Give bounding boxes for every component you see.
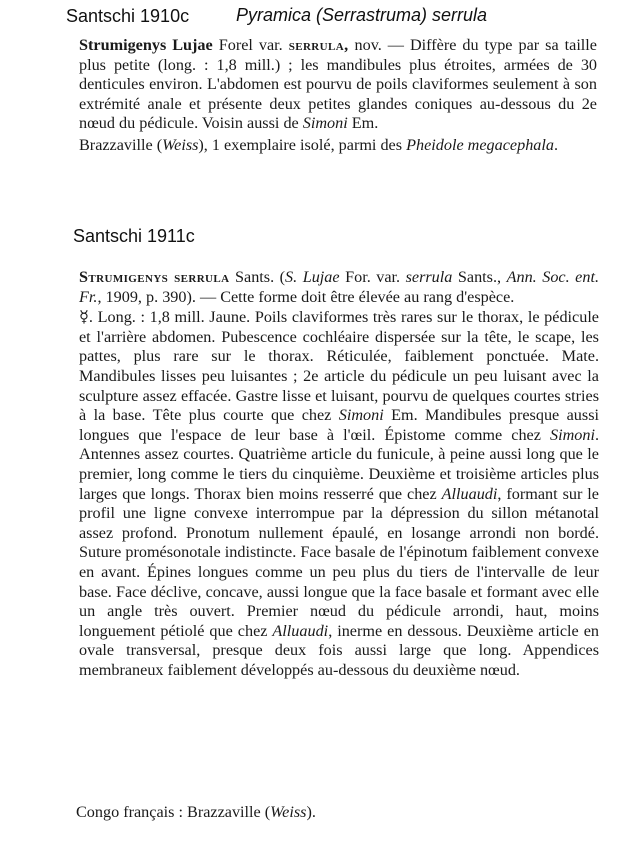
para-4 [79,308,599,680]
text-segment: , formant sur le profil une ligne convexe interrompue par la dépression du sillon métanotal assez profond. Pronotum nullement épaulé, en losange arrondi non bordé. Suture promésonotale indistincte. Face basale de l'épinotum faiblement convexe en avant. Épines longues comme un peu plus du tiers de l'intervalle de leur base. Face déclive, concave, aussi longue que la face basale et formant avec elle un angle très ouvert. Premier nœud du pédicule arrondi, haut, moins longuement pétiolé que chez [79,484,599,640]
para-5: Congo français : Brazzaville (Weiss). [76,803,316,821]
text-segment: ☿. Long. : 1,8 mill. Jaune. Poils claviformes très rares sur le thorax, le pédicule et l'arrière abdomen. Pubescence cochléaire dispersée sur la tête, le scape, les pattes, plus rare sur le thorax. Réticulée, faiblement ponctuée. Mate. Mandibules lisses peu luisantes ; 2e article du pédicule un peu luisant avec la sculpture assez effacée. Gastre lisse et luisant, pourvu de quelques courtes stries à la base. Tête plus courte que chez [79,308,599,425]
text-segment: Em. Mandibules presque aussi longues que l'espace de leur base à l'œil. Épistome comme chez [79,406,599,444]
text-segment: . Antennes assez courtes. Quatrième article du funicule, à peine aussi long que le premier, long comme le tiers du cinquième. Deuxième et troisième articles plus larges que longs. Thorax bien moins resserré que chez [79,425,599,503]
citation-1911c: Santschi 1911c [73,226,195,246]
text-segment: , inerme en dessous. Deuxième article en ovale transversal, presque deux fois aussi large que long. Appendices membraneux faiblement développés au-dessous du deuxième nœud. [79,621,599,679]
para-1: Strumigenys Lujae Forel var. serrula, nov. — Diffère du type par sa taille plus petite (long. : 1,8 mill.) ; les mandibules plus étroites, armées de 30 denticules environ. L'abdomen est pourvu de poils claviformes seulement à son extrémité anale et présente deux petites glandes coniques au-dessous du 2e nœud du pédicule. Voisin aussi de Simoni Em. [79,36,598,133]
taxon-title: Pyramica (Serrastruma) serrula [236,5,488,25]
para-3: Strumigenys serrula Sants. (S. Lujae For. var. serrula Sants., Ann. Soc. ent. Fr., 1909, p. 390). — Cette forme doit être élevée au rang d'espèce. [79,268,599,306]
description-1910c [79,36,597,156]
taxon-ref: Alluaudi [441,484,498,503]
taxon-ref: Simoni [549,425,595,444]
description-1911c [79,268,599,680]
para-2: Brazzaville (Weiss), 1 exemplaire isolé, parmi des Pheidole megacephala. [79,135,559,154]
citation-1910c: Santschi 1910c [66,6,190,26]
taxon-ref: Simoni [338,406,384,425]
taxon-ref: Alluaudi [272,621,329,640]
